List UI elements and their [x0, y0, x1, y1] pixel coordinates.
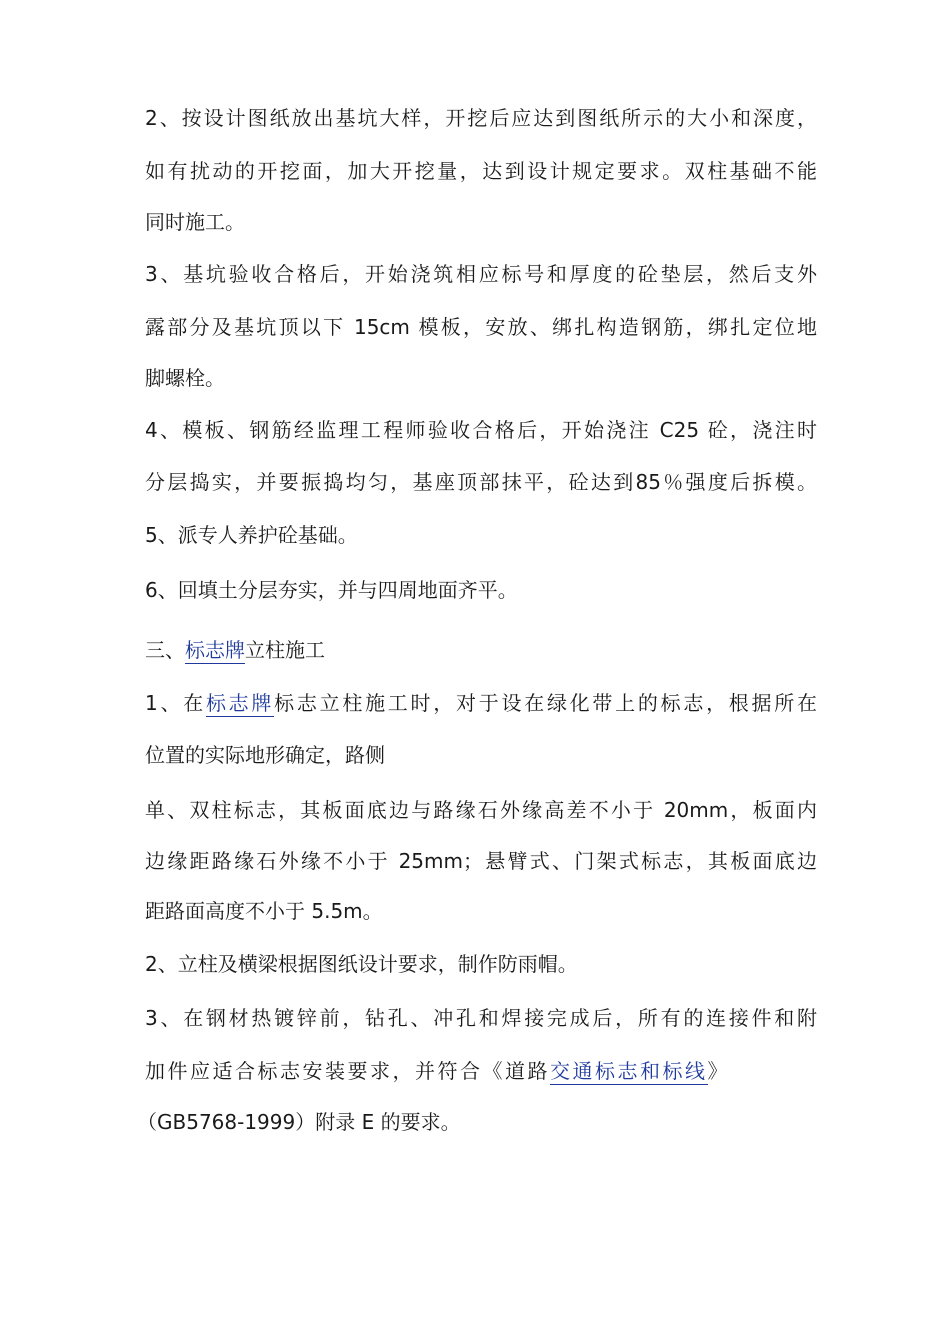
paragraph-4-line-2: 分层捣实，并要振捣均匀，基座顶部抹平，砼达到85％强度后拆模。 [145, 470, 817, 494]
section-3-item-1-line-1 [145, 689, 817, 717]
section-3-item-1b-line-2: 边缘距路缘石外缘不小于 25mm；悬臂式、门架式标志，其板面底边 [145, 849, 817, 873]
section-3-item-3-line-2-suffix: 》 [707, 1059, 730, 1083]
section-3-item-3-link-traffic-signs[interactable]: 交通标志和标线 [550, 1059, 708, 1083]
section-3-item-3-line-2-prefix: 加件应适合标志安装要求，并符合《道路 [145, 1059, 550, 1083]
paragraph-2-line-3: 同时施工。 [145, 210, 245, 234]
section-3-item-1-suffix: 标志立柱施工时，对于设在绿化带上的标志，根据所在 [274, 691, 818, 715]
section-3-item-3-line-1: 3、在钢材热镀锌前，钻孔、冲孔和焊接完成后，所有的连接件和附 [145, 1006, 817, 1030]
section-3-item-3-line-3: （GB5768-1999）附录 E 的要求。 [137, 1110, 461, 1134]
section-3-item-1b-line-3: 距路面高度不小于 5.5m。 [145, 899, 383, 923]
paragraph-5: 5、派专人养护砼基础。 [145, 523, 358, 547]
section-3-item-1b-line-1: 单、双柱标志，其板面底边与路缘石外缘高差不小于 20mm，板面内 [145, 798, 817, 822]
section-3-suffix: 立柱施工 [245, 638, 325, 662]
section-3-item-1-prefix: 1、在 [145, 691, 206, 715]
section-3-link-signboard[interactable]: 标志牌 [185, 638, 245, 662]
paragraph-3-line-3: 脚螺栓。 [145, 366, 225, 390]
section-3-item-1-link-signboard[interactable]: 标志牌 [205, 691, 275, 715]
paragraph-2-line-2: 如有扰动的开挖面，加大开挖量，达到设计规定要求。双柱基础不能 [145, 159, 817, 183]
section-3-item-2: 2、立柱及横梁根据图纸设计要求，制作防雨帽。 [145, 952, 578, 976]
section-3-item-1-line-2: 位置的实际地形确定，路侧 [145, 743, 385, 767]
section-3-heading [145, 636, 325, 664]
paragraph-4-line-1: 4、模板、钢筋经监理工程师验收合格后，开始浇注 C25 砼，浇注时 [145, 418, 817, 442]
section-3-item-3-line-2 [145, 1057, 730, 1085]
paragraph-3-line-1: 3、基坑验收合格后，开始浇筑相应标号和厚度的砼垫层，然后支外 [145, 262, 817, 286]
section-3-prefix: 三、 [145, 638, 185, 662]
paragraph-3-line-2: 露部分及基坑顶以下 15cm 模板，安放、绑扎构造钢筋，绑扎定位地 [145, 315, 817, 339]
paragraph-6: 6、回填土分层夯实，并与四周地面齐平。 [145, 578, 518, 602]
paragraph-2-line-1: 2、按设计图纸放出基坑大样，开挖后应达到图纸所示的大小和深度， [145, 106, 817, 130]
